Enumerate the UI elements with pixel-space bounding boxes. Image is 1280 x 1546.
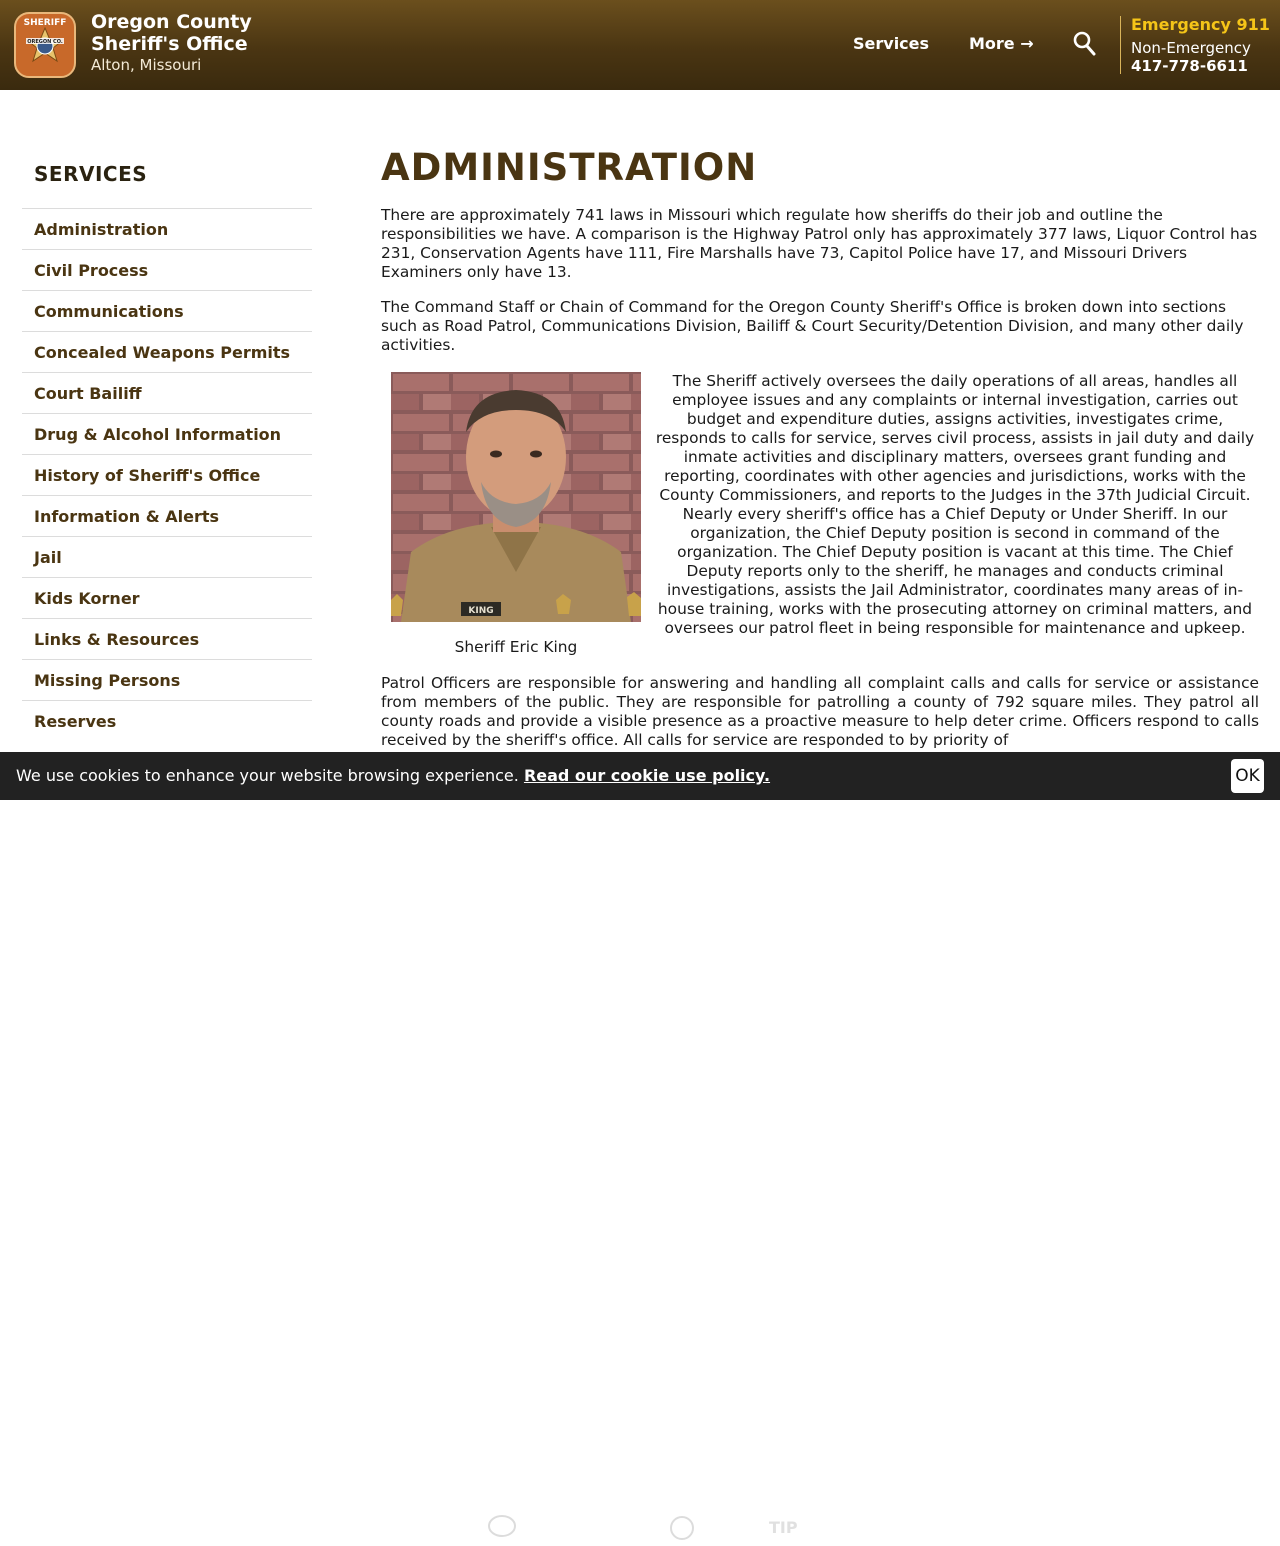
sidebar-item-jail[interactable]: Jail [22, 536, 312, 577]
sidebar-title: SERVICES [34, 162, 148, 186]
sidebar-item-information-alerts[interactable]: Information & Alerts [22, 495, 312, 536]
sheriff-star-logo[interactable] [14, 12, 76, 78]
header-divider [1120, 16, 1121, 74]
non-emergency-phone-link[interactable]: 417-778-6611 [1131, 57, 1248, 75]
sidebar-item-missing-persons[interactable]: Missing Persons [22, 659, 312, 700]
cookie-banner [0, 752, 1280, 1537]
paragraph-sheriff-duties: The Sheriff actively oversees the daily operations of all areas, handles all employee issues and any complaints or internal investigation, carries out budget and expenditure duties, assigns activities, investigates crime, responds to calls for service, serves civil process, assists in jail duty and daily inmate activities and disciplinary matters, oversees grant funding and reporting, coordinates with other agencies and jurisdictions, works with the County Commissioners, and reports to the Judges in the 37th Judicial Circuit. Nearly every sheriff's office has a Chief Deputy or Under Sheriff. In our organization, the Chief Deputy position is second in command of the organization. The Chief Deputy position is vacant at this time. The Chief Deputy reports only to the sheriff, he manages and conducts criminal investigations, assists the Jail Administrator, coordinates many areas of in-house training, works with the prosecuting attorney on criminal matters, and oversees our patrol fleet in being responsible for maintenance and upkeep. [655, 372, 1255, 637]
paragraph-patrol-officers: Patrol Officers are responsible for answering and handling all complaint calls and calls for service or assistance from members of the public. They are responsible for patrolling a county of 792 square miles. They patrol all county roads and provide a visible presence as a proactive measure to help deter crime. Officers respond to calls received by the sheriff's office. All calls for service are responded to by priority of [381, 674, 1259, 749]
sidebar-item-concealed-weapons-permits[interactable]: Concealed Weapons Permits [22, 331, 312, 372]
sidebar-item-administration[interactable]: Administration [22, 208, 312, 249]
non-emergency-label: Non-Emergency [1131, 39, 1251, 57]
sidebar-item-reserves[interactable]: Reserves [22, 700, 312, 741]
logo-top-text: SHERIFF [23, 18, 67, 28]
sidebar-item-history[interactable]: History of Sheriff's Office [22, 454, 312, 495]
cookie-message [16, 766, 770, 785]
site-brand[interactable] [91, 11, 252, 55]
brand-line-2: Sheriff's Office [91, 33, 248, 55]
sidebar-item-kids-korner[interactable]: Kids Korner [22, 577, 312, 618]
sidebar-list [22, 208, 312, 741]
site-header [0, 0, 1280, 90]
tip-watermark [487, 1514, 807, 1542]
sidebar-item-civil-process[interactable]: Civil Process [22, 249, 312, 290]
sheriff-photo [391, 372, 641, 622]
circle-icon [667, 1514, 697, 1542]
page-title: ADMINISTRATION [381, 146, 758, 189]
tip-label: TIP [769, 1518, 798, 1537]
cookie-policy-link[interactable]: Read our cookie use policy. [523, 766, 771, 785]
cookie-ok-button[interactable]: OK [1231, 759, 1264, 793]
speech-bubble-icon [487, 1514, 517, 1542]
photo-name-tag: KING [468, 606, 494, 616]
nav-more-link[interactable]: More → [969, 34, 1034, 53]
sidebar-item-links-resources[interactable]: Links & Resources [22, 618, 312, 659]
sidebar-item-drug-alcohol-information[interactable]: Drug & Alcohol Information [22, 413, 312, 454]
paragraph-command-staff: The Command Staff or Chain of Command for the Oregon County Sheriff's Office is broken down into sections such as Road Patrol, Communications Division, Bailiff & Court Security/Detention Division, and many other daily activities. [381, 298, 1244, 354]
sidebar-item-communications[interactable]: Communications [22, 290, 312, 331]
sidebar-item-court-bailiff[interactable]: Court Bailiff [22, 372, 312, 413]
brand-city: Alton, Missouri [91, 56, 202, 74]
brand-line-1: Oregon County [91, 11, 252, 33]
photo-caption: Sheriff Eric King [454, 638, 578, 656]
search-icon[interactable] [1072, 30, 1096, 56]
emergency-911-link[interactable]: Emergency 911 [1131, 15, 1270, 34]
nav-services-link[interactable]: Services [853, 34, 930, 53]
logo-band-text: OREGON CO. [27, 39, 63, 45]
paragraph-laws: There are approximately 741 laws in Missouri which regulate how sheriffs do their job and outline the responsibilities we have. A comparison is the Highway Patrol only has approximately 377 laws, Liquor Control has 231, Conservation Agents have 111, Fire Marshalls have 73, Capitol Police have 17, and Missouri Drivers Examiners only have 13. [381, 206, 1258, 281]
cookie-text: We use cookies to enhance your website browsing experience. [16, 766, 519, 785]
